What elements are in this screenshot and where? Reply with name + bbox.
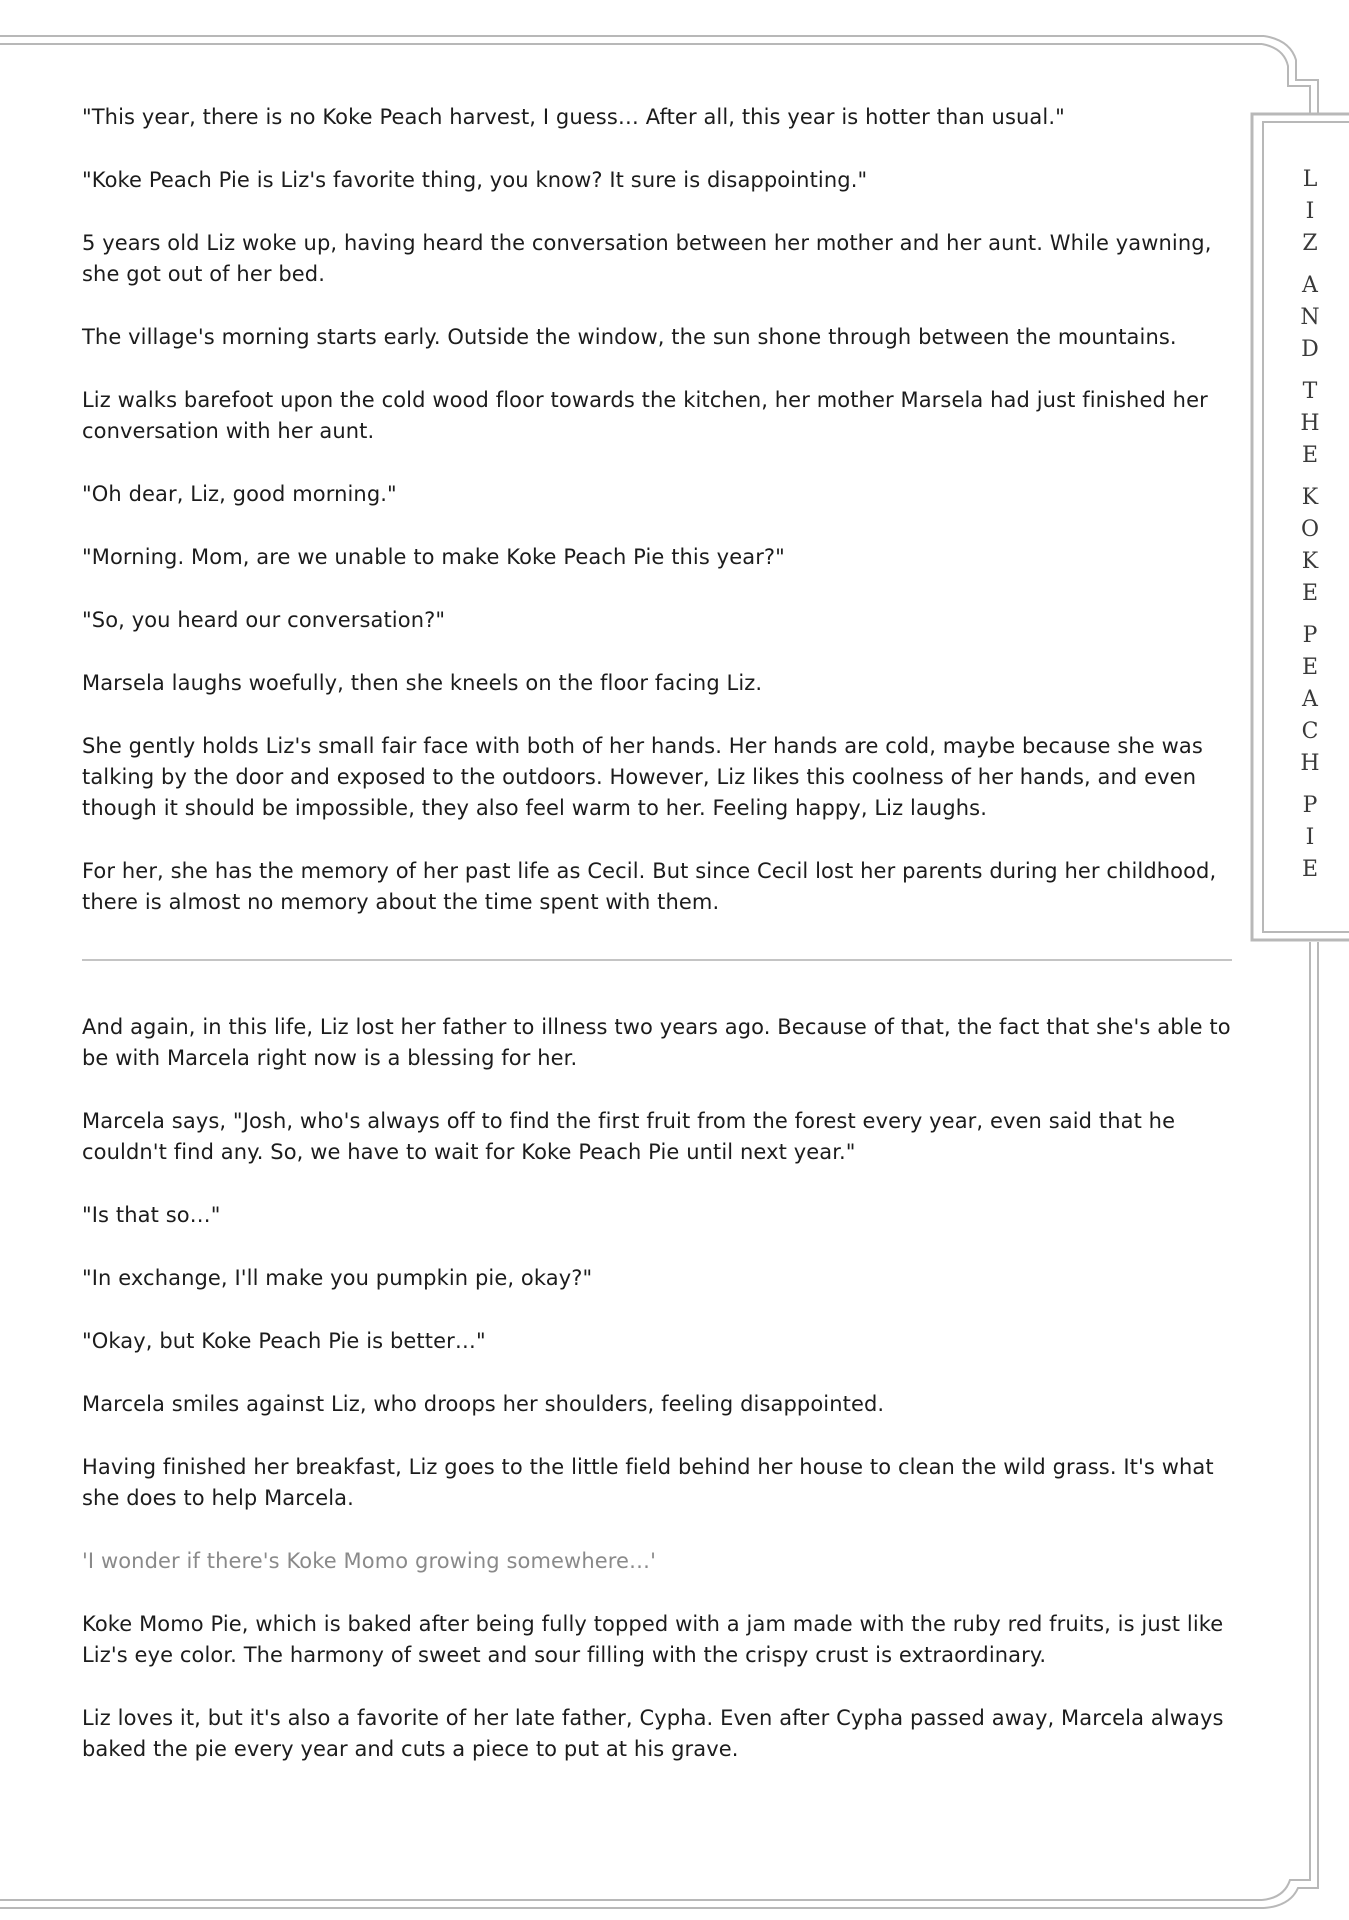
paragraph: "In exchange, I'll make you pumpkin pie, okay?" bbox=[82, 1266, 593, 1290]
paragraph: Koke Momo Pie, which is baked after being fully topped with a jam made with the ruby red fruits, is just like Liz's eye color. The harmony of sweet and sour filling with the crispy crust is extraordinary. bbox=[82, 1612, 1224, 1667]
paragraph: Marcela says, "Josh, who's always off to find the first fruit from the forest every year, even said that he couldn't find any. So, we have to wait for Koke Peach Pie until next year." bbox=[82, 1109, 1176, 1164]
side-title-word: KOKE bbox=[1300, 485, 1320, 606]
section-divider bbox=[82, 959, 1232, 961]
paragraph: She gently holds Liz's small fair face with both of her hands. Her hands are cold, maybe because she was talking by the door and exposed to the outdoors. However, Liz likes this coolness of her hands, and even though it should be impossible, they also feel warm to her. Feeling happy, Liz laughs. bbox=[82, 734, 1203, 820]
side-title-word: AND bbox=[1300, 273, 1320, 362]
side-title-word: LIZ bbox=[1302, 167, 1318, 256]
paragraph: "Oh dear, Liz, good morning." bbox=[82, 482, 397, 506]
paragraph: 5 years old Liz woke up, having heard the conversation between her mother and her aunt. While yawning, she got out of her bed. bbox=[82, 231, 1212, 286]
paragraph: Liz walks barefoot upon the cold wood floor towards the kitchen, her mother Marsela had just finished her conversation with her aunt. bbox=[82, 388, 1208, 443]
paragraph: The village's morning starts early. Outside the window, the sun shone through between the mountains. bbox=[82, 325, 1177, 349]
paragraph: "Koke Peach Pie is Liz's favorite thing, you know? It sure is disappointing." bbox=[82, 168, 868, 192]
section-two bbox=[82, 1012, 1232, 1797]
section-one bbox=[82, 102, 1232, 950]
side-title-word: THE bbox=[1300, 379, 1320, 468]
paragraph: Marsela laughs woefully, then she kneels on the floor facing Liz. bbox=[82, 671, 763, 695]
side-title bbox=[1280, 164, 1340, 886]
paragraph: "Is that so…" bbox=[82, 1203, 221, 1227]
inner-thought: 'I wonder if there's Koke Momo growing somewhere…' bbox=[82, 1549, 657, 1573]
paragraph: "Okay, but Koke Peach Pie is better…" bbox=[82, 1329, 486, 1353]
paragraph: Liz loves it, but it's also a favorite of her late father, Cypha. Even after Cypha passed away, Marcela always baked the pie every year and cuts a piece to put at his grave. bbox=[82, 1706, 1224, 1761]
paragraph: Marcela smiles against Liz, who droops her shoulders, feeling disappointed. bbox=[82, 1392, 885, 1416]
paragraph: "So, you heard our conversation?" bbox=[82, 608, 446, 632]
side-title-word: PEACH bbox=[1300, 623, 1320, 776]
paragraph: And again, in this life, Liz lost her father to illness two years ago. Because of that, the fact that she's able to be with Marcela right now is a blessing for her. bbox=[82, 1015, 1231, 1070]
side-title-word: PIE bbox=[1301, 793, 1319, 882]
paragraph: "Morning. Mom, are we unable to make Koke Peach Pie this year?" bbox=[82, 545, 785, 569]
paragraph: Having finished her breakfast, Liz goes to the little field behind her house to clean the wild grass. It's what she does to help Marcela. bbox=[82, 1455, 1214, 1510]
paragraph: For her, she has the memory of her past life as Cecil. But since Cecil lost her parents during her childhood, there is almost no memory about the time spent with them. bbox=[82, 859, 1217, 914]
paragraph: "This year, there is no Koke Peach harvest, I guess… After all, this year is hotter than usual." bbox=[82, 105, 1065, 129]
